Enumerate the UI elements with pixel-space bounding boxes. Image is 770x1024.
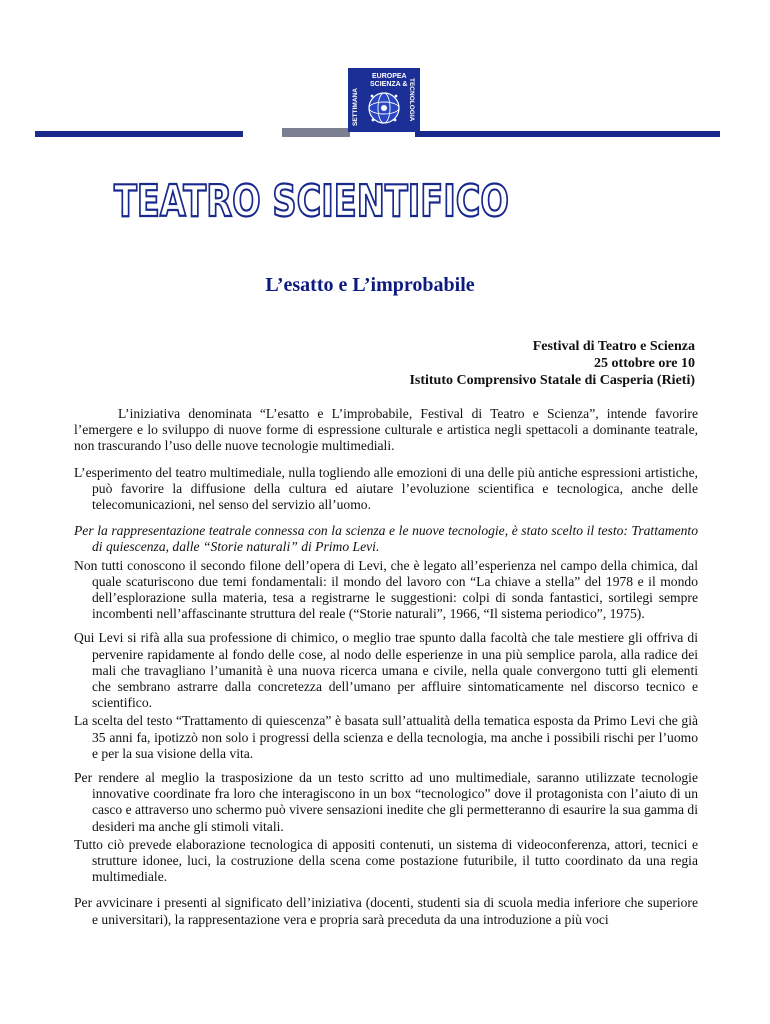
logo-line2: SCIENZA & <box>370 81 408 88</box>
event-date: 25 ottobre ore 10 <box>594 356 695 371</box>
logo-side-right: TECNOLOGIA <box>408 78 415 122</box>
body-text <box>74 406 698 928</box>
page-title-graphic <box>112 170 532 230</box>
header-rule-right <box>415 131 720 137</box>
paragraph-elaboration: Tutto ciò prevede elaborazione tecnologica di appositi contenuti, un sistema di videoconferenza, attori, tecnici e strutture idonee, luci, la costruzione della scena come postazione futuribile, il tutto coordinato da una regia multimediale. <box>74 836 698 885</box>
settimana-europea-logo <box>348 68 420 132</box>
paragraph-intro: L’iniziativa denominata “L’esatto e L’improbabile, Festival di Teatro e Scienza”, intende favorire l’emergere e lo sviluppo di nuove forme di espressione culturale e artistica negli spettacoli a dominante teatrale, non trascurando l’uso delle nuove tecnologie multimediali. <box>74 406 698 454</box>
paragraph-levi-chemistry: Non tutti conoscono il secondo filone dell’opera di Levi, che è legato all’esperienza nel campo della chimica, dal quale scaturiscono due temi fondamentali: il mondo del lavoro con “La chiave a stella” del 1978 e il mondo dell’esplorazione sulla materia, tesa a registrarne le suggestioni: colpi di sonda fantastici, sortilegi sempre incombenti nell’affascinante struttura del reale (“Storie naturali”, 1966, “Il sistema periodico”, 1975). <box>74 557 698 622</box>
page-subtitle: L’esatto e L’improbabile <box>265 274 475 296</box>
atom-icon <box>369 93 399 123</box>
paragraph-experiment: L’esperimento del teatro multimediale, nulla togliendo alle emozioni di una delle più antiche espressioni artistiche, può favorire la diffusione della cultura ed aiutare l’evoluzione scientifica e tecnologica, anche delle telecomunicazioni, nel senso del servizio all’uomo. <box>74 464 698 513</box>
event-name: Festival di Teatro e Scienza <box>532 339 695 354</box>
header-rule-left <box>35 131 243 137</box>
page-title: TEATRO SCIENTIFICO <box>114 176 509 227</box>
paragraph-levi-profession: Qui Levi si rifà alla sua professione di chimico, o meglio trae spunto dalla facoltà che tale mestiere gli offriva di pervenire rapidamente al fondo delle cose, al nodo delle esperienze in una più semplice parola, alla radice dei mali che travagliano l’umanità è una nuova ricerca umana e civile, nella quale convergono tutti gli elementi che sembrano astrarre dalla concretezza dell’umano per affluire sintomaticamente nel discorso tecnico e scientifico. <box>74 630 698 711</box>
paragraph-text-selection: La scelta del testo “Trattamento di quiescenza” è basata sull’attualità della tematica esposta da Primo Levi che già 35 anni fa, ipotizzò non solo i progressi della scienza e della tecnologia, ma anche i possibili rischi per l’uomo e per la sua visione della vita. <box>74 713 698 761</box>
paragraph-multimedia: Per rendere al meglio la trasposizione da un testo scritto ad uno multimediale, saranno utilizzate tecnologie innovative coordinate fra loro che interagiscono in un box “tecnologico” dove il protagonista con l’aiuto di un casco e attraverso uno schermo può vivere sensazioni inedite che gli permetteranno di esaurire la sua gamma di desideri ma anche gli stimoli vitali. <box>74 770 698 834</box>
logo-side-left: SETTIMANA <box>352 88 359 126</box>
header-rule-shadow <box>282 128 350 137</box>
event-venue: Istituto Comprensivo Statale di Casperia (Rieti) <box>409 373 695 388</box>
paragraph-audience: Per avvicinare i presenti al significato dell’iniziativa (docenti, studenti sia di scuola media inferiore che superiore e universitari), la rappresentazione vera e propria sarà preceduta da una introduzione a più voci <box>74 895 698 927</box>
logo-line1: EUROPEA <box>372 73 407 80</box>
paragraph-text-choice: Per la rappresentazione teatrale connessa con la scienza e le nuove tecnologie, è stato scelto il testo: Trattamento di quiescenza, dalle “Storie naturali” di Primo Levi. <box>74 523 698 555</box>
